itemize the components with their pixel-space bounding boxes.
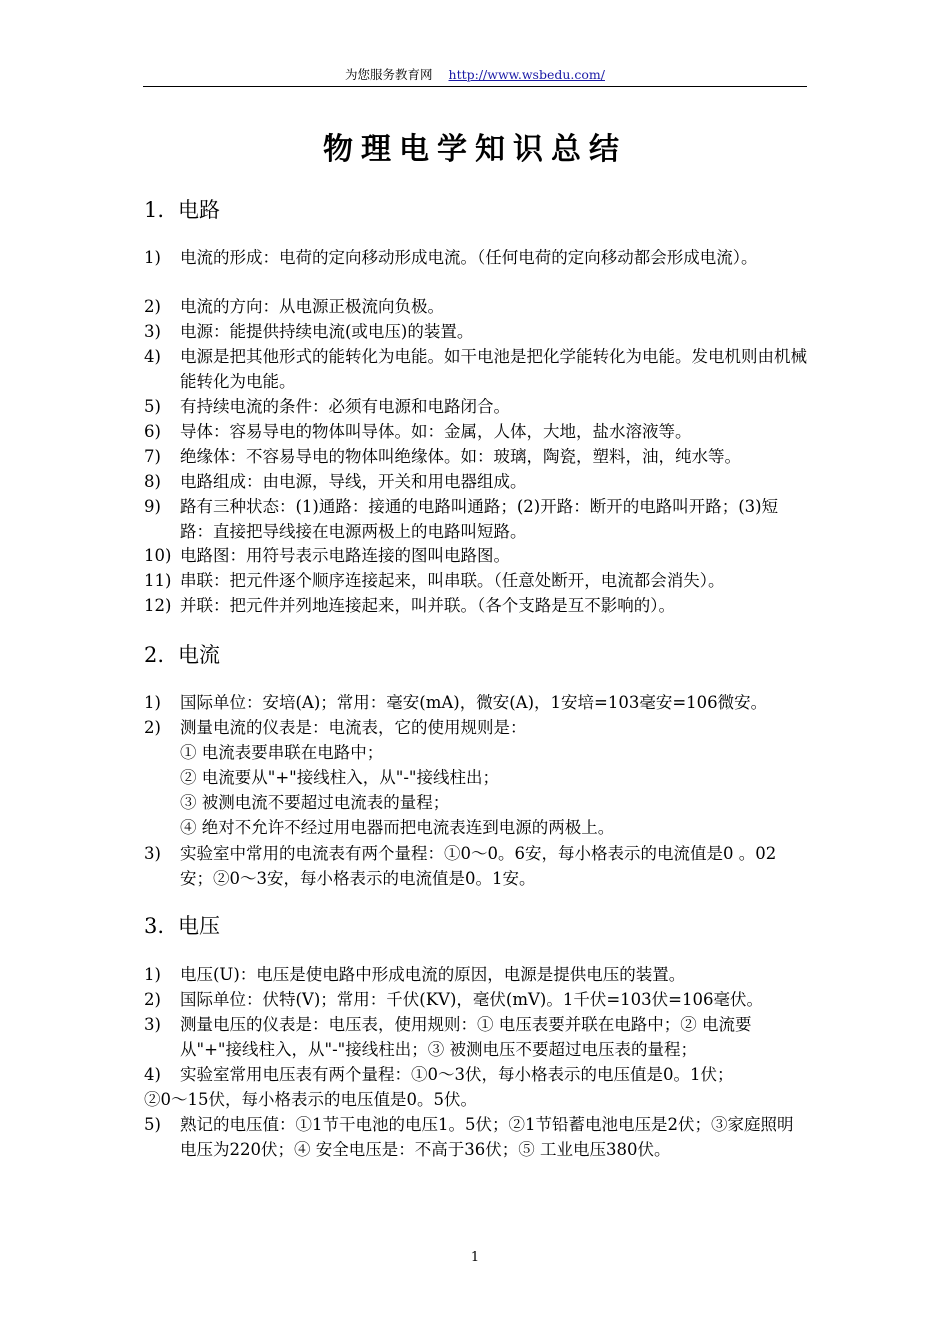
list-item: 4) 电源是把其他形式的能转化为电能。如干电池是把化学能转化为电能。发电机则由机械能转化为电能。 <box>144 347 807 391</box>
sub-item: ④ 绝对不允许不经过用电器而把电流表连到电源的两极上。 <box>180 818 615 837</box>
list-item: 2) 国际单位：伏特(V)；常用：千伏(KV)，毫伏(mV)。1千伏=103伏=106毫伏。 <box>144 990 763 1009</box>
sub-item: ② 电流要从"+"接线柱入，从"-"接线柱出； <box>180 768 500 787</box>
list-item: 3) 电源：能提供持续电流(或电压)的装置。 <box>144 322 474 341</box>
section-heading: 1. 电路 <box>144 198 220 222</box>
list-item: 11) 串联：把元件逐个顺序连接起来，叫串联。（任意处断开，电流都会消失）。 <box>144 571 725 590</box>
list-item: 2) 电流的方向：从电源正极流向负极。 <box>144 297 444 316</box>
list-item: 9) 路有三种状态：(1)通路：接通的电路叫通路；(2)开路：断开的电路叫开路；(3)短路：直接把导线接在电源两极上的电路叫短路。 <box>144 497 779 541</box>
section-heading: 2. 电流 <box>144 643 220 667</box>
list-item: 5) 熟记的电压值：①1节干电池的电压1。5伏；②1节铅蓄电池电压是2伏；③家庭照明电压为220伏；④ 安全电压是：不高于36伏；⑤ 工业电压380伏。 <box>144 1115 794 1159</box>
list-item-continuation: ②0～15伏，每小格表示的电压值是0。5伏。 <box>144 1090 477 1109</box>
list-item: 7) 绝缘体：不容易导电的物体叫绝缘体。如：玻璃，陶瓷，塑料，油，纯水等。 <box>144 447 741 466</box>
list-item: 8) 电路组成：由电源，导线，开关和用电器组成。 <box>144 472 527 491</box>
list-item: 5) 有持续电流的条件：必须有电源和电路闭合。 <box>144 397 510 416</box>
page-header <box>143 66 807 87</box>
list-item: 1) 电流的形成：电荷的定向移动形成电流。（任何电荷的定向移动都会形成电流）。 <box>144 248 758 267</box>
site-url-link[interactable]: http://www.wsbedu.com/ <box>448 67 605 82</box>
list-item: 12) 并联：把元件并列地连接起来，叫并联。（各个支路是互不影响的）。 <box>144 596 675 615</box>
list-item: 1) 国际单位：安培(A)；常用：毫安(mA)，微安(A)，1安培=103毫安=106微安。 <box>144 693 768 712</box>
list-item: 2) 测量电流的仪表是：电流表，它的使用规则是： <box>144 718 527 737</box>
sub-item: ③ 被测电流不要超过电流表的量程； <box>180 793 450 812</box>
page-title: 物理电学知识总结 <box>323 132 627 167</box>
section-heading: 3. 电压 <box>144 914 220 938</box>
list-item: 6) 导体：容易导电的物体叫导体。如：金属，人体，大地，盐水溶液等。 <box>144 422 692 441</box>
list-item: 3) 实验室中常用的电流表有两个量程：①0～0。6安，每小格表示的电流值是0 。02安；②0～3安，每小格表示的电流值是0。1安。 <box>144 844 777 888</box>
site-name: 为您服务教育网 <box>345 67 433 82</box>
list-item: 4) 实验室常用电压表有两个量程：①0～3伏，每小格表示的电压值是0。1伏； <box>144 1065 734 1084</box>
list-item: 10) 电路图：用符号表示电路连接的图叫电路图。 <box>144 546 510 565</box>
page-number: 1 <box>470 1250 480 1265</box>
sub-item: ① 电流表要串联在电路中； <box>180 743 384 762</box>
list-item: 1) 电压(U)：电压是使电路中形成电流的原因，电源是提供电压的装置。 <box>144 965 686 984</box>
list-item: 3) 测量电压的仪表是：电压表，使用规则：① 电压表要并联在电路中；② 电流要从"+"接线柱入，从"-"接线柱出；③ 被测电压不要超过电压表的量程； <box>144 1015 752 1059</box>
